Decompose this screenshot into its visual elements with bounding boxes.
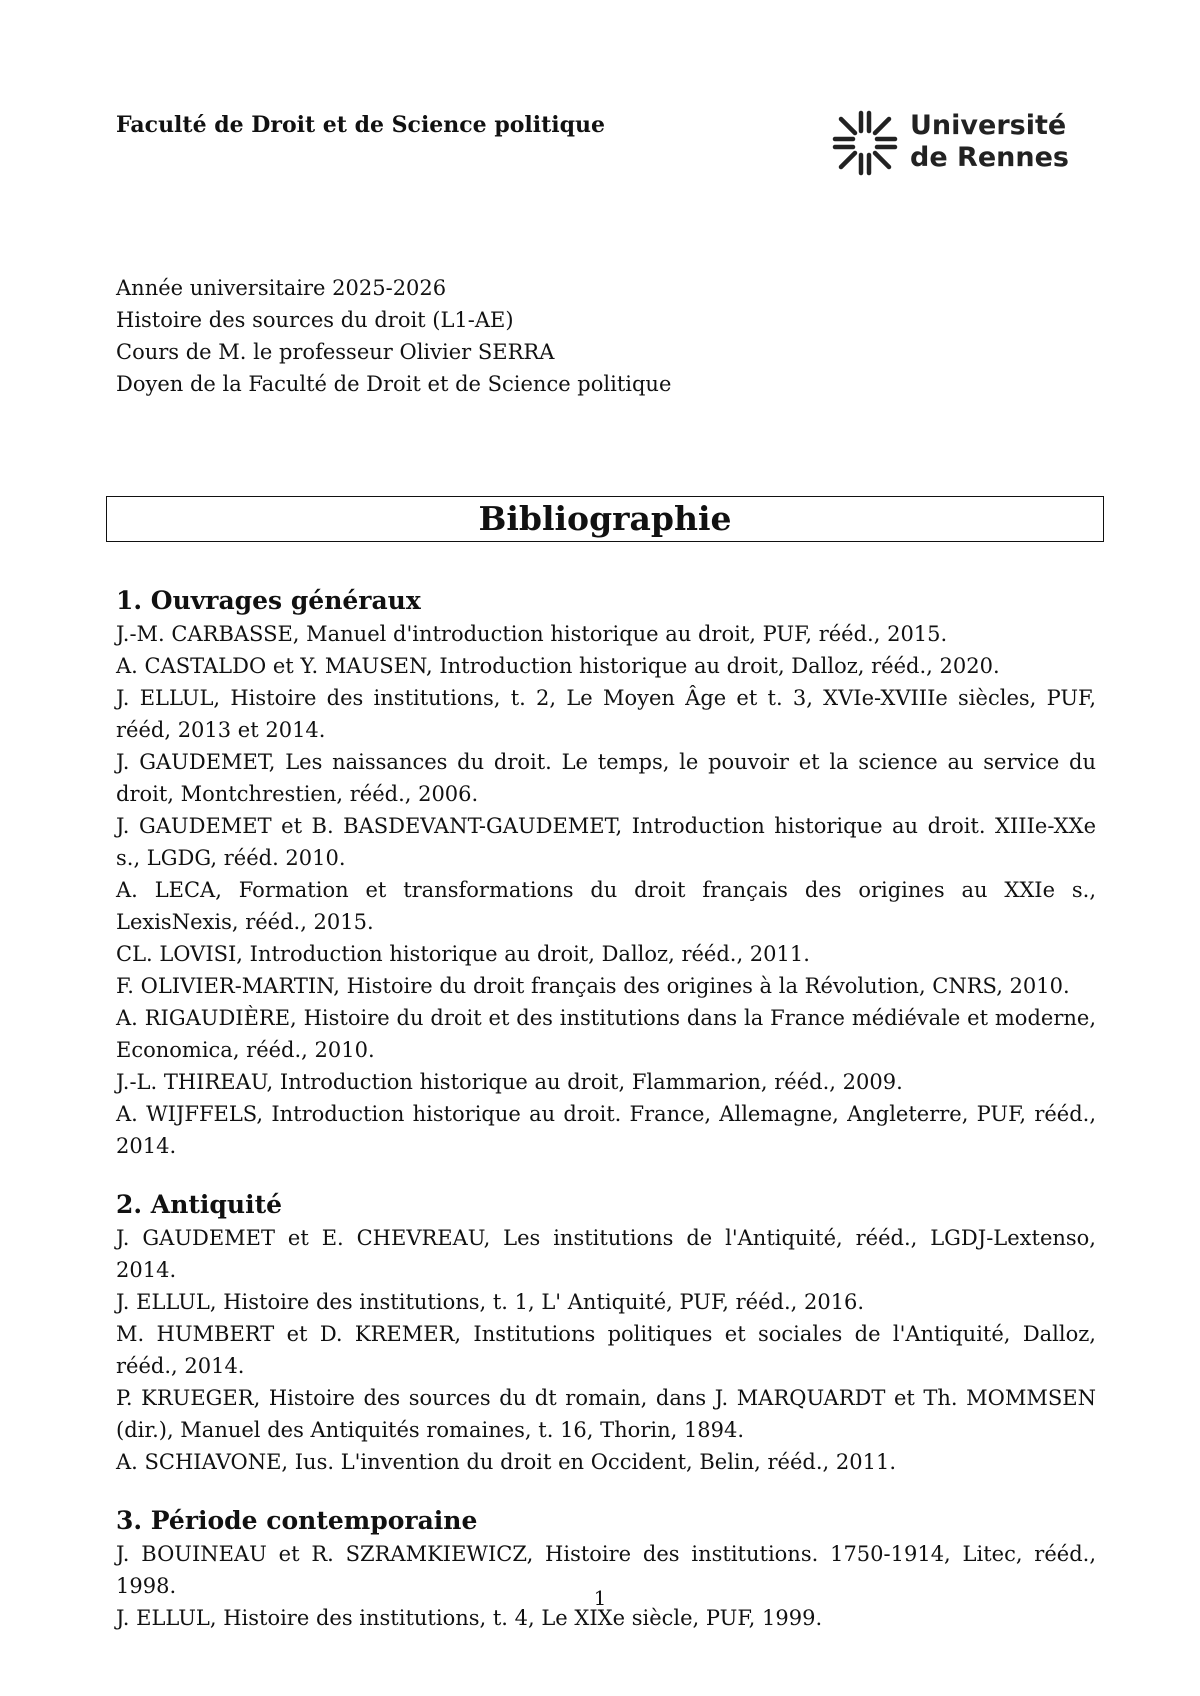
faculty-name: Faculté de Droit et de Science politique: [116, 112, 606, 138]
bibliography-entry: A. SCHIAVONE, Ius. L'invention du droit en Occident, Belin, rééd., 2011.: [116, 1450, 897, 1474]
section-heading: 1. Ouvrages généraux: [116, 586, 421, 615]
page-title: Bibliographie: [106, 496, 1104, 542]
bibliography-entry: A. RIGAUDIÈRE, Histoire du droit et des institutions dans la France médiévale et moderne, Economica, rééd., 2010.: [116, 1006, 1096, 1062]
course-professor: Cours de M. le professeur Olivier SERRA: [116, 340, 555, 364]
course-info: [116, 272, 671, 400]
university-logo: [830, 104, 1070, 184]
bibliography-entry: A. WIJFFELS, Introduction historique au droit. France, Allemagne, Angleterre, PUF, rééd., 2014.: [116, 1102, 1096, 1158]
bibliography-entry: A. LECA, Formation et transformations du droit français des origines au XXIe s., LexisNexis, rééd., 2015.: [116, 878, 1096, 934]
bibliography-entry: J. ELLUL, Histoire des institutions, t. 2, Le Moyen Âge et t. 3, XVIe-XVIIIe siècles, PUF, rééd, 2013 et 2014.: [116, 686, 1096, 742]
bibliography-entry: P. KRUEGER, Histoire des sources du dt romain, dans J. MARQUARDT et Th. MOMMSEN (dir.), Manuel des Antiquités romaines, t. 16, Thorin, 1894.: [116, 1386, 1096, 1442]
bibliography-entry: J. GAUDEMET, Les naissances du droit. Le temps, le pouvoir et la science au service du droit, Montchrestien, rééd., 2006.: [116, 750, 1096, 806]
bibliography-entry: M. HUMBERT et D. KREMER, Institutions politiques et sociales de l'Antiquité, Dalloz, rééd., 2014.: [116, 1322, 1096, 1378]
page-number: 1: [593, 1586, 607, 1610]
logo-line-1: Université: [910, 110, 1067, 141]
bibliography-entry: J. ELLUL, Histoire des institutions, t. 4, Le XIXe siècle, PUF, 1999.: [116, 1606, 823, 1630]
section-heading: 2. Antiquité: [116, 1190, 283, 1219]
bibliography-entry: CL. LOVISI, Introduction historique au droit, Dalloz, rééd., 2011.: [116, 942, 810, 966]
course-title: Histoire des sources du droit (L1-AE): [116, 308, 514, 332]
bibliography-entry: J. BOUINEAU et R. SZRAMKIEWICZ, Histoire des institutions. 1750-1914, Litec, rééd., 1998.: [116, 1542, 1096, 1598]
bibliography-entry: J. GAUDEMET et B. BASDEVANT-GAUDEMET, Introduction historique au droit. XIIIe-XXe s., LGDG, rééd. 2010.: [116, 814, 1096, 870]
logo-wordmark: [910, 110, 1069, 174]
professor-role: Doyen de la Faculté de Droit et de Science politique: [116, 372, 672, 396]
academic-year: Année universitaire 2025-2026: [116, 276, 447, 300]
bibliography-entry: J. GAUDEMET et E. CHEVREAU, Les institutions de l'Antiquité, rééd., LGDJ-Lextenso, 2014.: [116, 1226, 1096, 1282]
logo-line-2: de Rennes: [910, 142, 1069, 173]
bibliography-entry: F. OLIVIER-MARTIN, Histoire du droit français des origines à la Révolution, CNRS, 2010.: [116, 974, 1070, 998]
section-heading: 3. Période contemporaine: [116, 1506, 478, 1535]
bibliography-entry: J.-L. THIREAU, Introduction historique au droit, Flammarion, rééd., 2009.: [116, 1070, 903, 1094]
bibliography-entry: J. ELLUL, Histoire des institutions, t. 1, L' Antiquité, PUF, rééd., 2016.: [116, 1290, 865, 1314]
bibliography: [116, 576, 1096, 1634]
bibliography-entry: J.-M. CARBASSE, Manuel d'introduction historique au droit, PUF, rééd., 2015.: [116, 622, 948, 646]
bibliography-entry: A. CASTALDO et Y. MAUSEN, Introduction historique au droit, Dalloz, rééd., 2020.: [116, 654, 1000, 678]
university-starburst-icon: [830, 108, 900, 178]
